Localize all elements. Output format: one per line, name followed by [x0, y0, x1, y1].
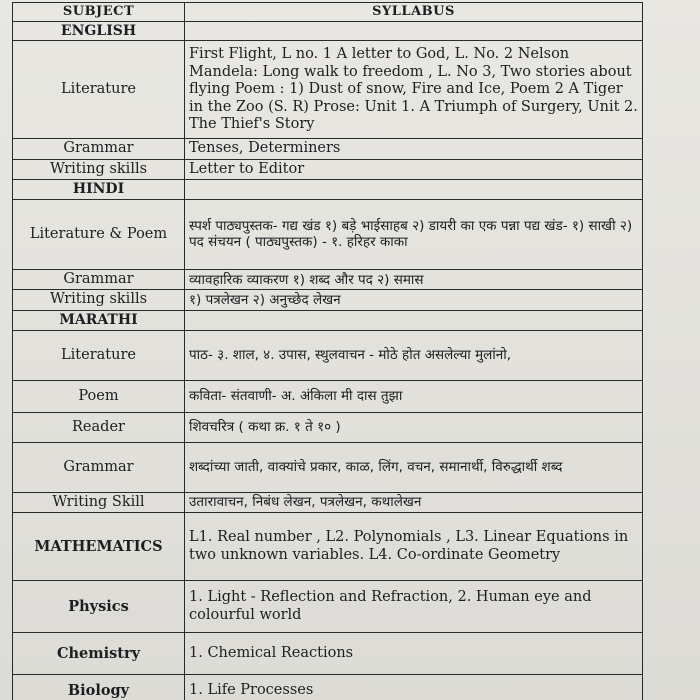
subject-cell: Chemistry [13, 633, 185, 675]
subject-cell: Writing skills [13, 290, 185, 310]
syllabus-cell: कविता- संतवाणी- अ. अंकिला मी दास तुझा [185, 380, 643, 412]
syllabus-cell: पाठ- ३. शाल, ४. उपास, स्थुलवाचन - मोठे होत असलेल्या मुलांनो, [185, 330, 643, 380]
subject-cell: Writing Skill [13, 492, 185, 512]
subject-column-header: SUBJECT [13, 3, 185, 22]
table-row [13, 513, 643, 581]
table-header-row [13, 3, 643, 22]
syllabus-cell: उतारावाचन, निबंध लेखन, पत्रलेखन, कथालेखन [185, 492, 643, 512]
table-row [13, 159, 643, 179]
syllabus-column-header: SYLLABUS [185, 3, 643, 22]
table-row [13, 442, 643, 492]
section-title: HINDI [13, 180, 185, 200]
subject-cell: Physics [13, 581, 185, 633]
section-title: ENGLISH [13, 21, 185, 41]
syllabus-cell: Letter to Editor [185, 159, 643, 179]
subject-cell: MATHEMATICS [13, 513, 185, 581]
syllabus-cell: L1. Real number , L2. Polynomials , L3. Linear Equations in two unknown variables. L4. Co-ordinate Geometry [185, 513, 643, 581]
syllabus-cell: व्यावहारिक व्याकरण १) शब्द और पद २) समास [185, 269, 643, 289]
table-row [13, 492, 643, 512]
syllabus-cell: 1. Life Processes [185, 675, 643, 700]
section-row-marathi [13, 310, 643, 330]
syllabus-cell: 1. Light - Reflection and Refraction, 2. Human eye and colourful world [185, 581, 643, 633]
table-row [13, 290, 643, 310]
syllabus-cell: 1. Chemical Reactions [185, 633, 643, 675]
table-row [13, 269, 643, 289]
table-row [13, 199, 643, 269]
syllabus-cell: शिवचरित्र ( कथा क्र. १ ते १० ) [185, 412, 643, 442]
section-empty-cell [185, 21, 643, 41]
table-row [13, 41, 643, 139]
syllabus-cell: स्पर्श पाठ्यपुस्तक- गद्य खंड १) बड़े भाईसाहब २) डायरी का एक पन्ना पद्य खंड- १) साखी २) पद संचयन ( पाठ्यपुस्तक) - १. हरिहर काका [185, 199, 643, 269]
subject-cell: Grammar [13, 139, 185, 159]
syllabus-cell: १) पत्रलेखन २) अनुच्छेद लेखन [185, 290, 643, 310]
table-row [13, 139, 643, 159]
subject-cell: Literature & Poem [13, 199, 185, 269]
table-row [13, 633, 643, 675]
syllabus-cell: First Flight, L no. 1 A letter to God, L. No. 2 Nelson Mandela: Long walk to freedom , L. No 3, Two stories about flying Poem : 1) Dust of snow, Fire and Ice, Poem 2 A Tiger in the Zoo (S. R) Prose: Unit 1. A Triumph of Surgery, Unit 2. The Thief's Story [185, 41, 643, 139]
table-row [13, 412, 643, 442]
syllabus-cell: Tenses, Determiners [185, 139, 643, 159]
table-row [13, 675, 643, 700]
subject-cell: Literature [13, 330, 185, 380]
section-title: MARATHI [13, 310, 185, 330]
section-empty-cell [185, 180, 643, 200]
table-row [13, 330, 643, 380]
subject-cell: Grammar [13, 269, 185, 289]
subject-cell: Biology [13, 675, 185, 700]
subject-cell: Literature [13, 41, 185, 139]
syllabus-table [12, 2, 643, 700]
subject-cell: Writing skills [13, 159, 185, 179]
section-empty-cell [185, 310, 643, 330]
subject-cell: Reader [13, 412, 185, 442]
table-row [13, 581, 643, 633]
table-row [13, 380, 643, 412]
syllabus-cell: शब्दांच्या जाती, वाक्यांचे प्रकार, काळ, लिंग, वचन, समानार्थी, विरुद्धार्थी शब्द [185, 442, 643, 492]
subject-cell: Grammar [13, 442, 185, 492]
subject-cell: Poem [13, 380, 185, 412]
section-row-hindi [13, 180, 643, 200]
section-row-english [13, 21, 643, 41]
